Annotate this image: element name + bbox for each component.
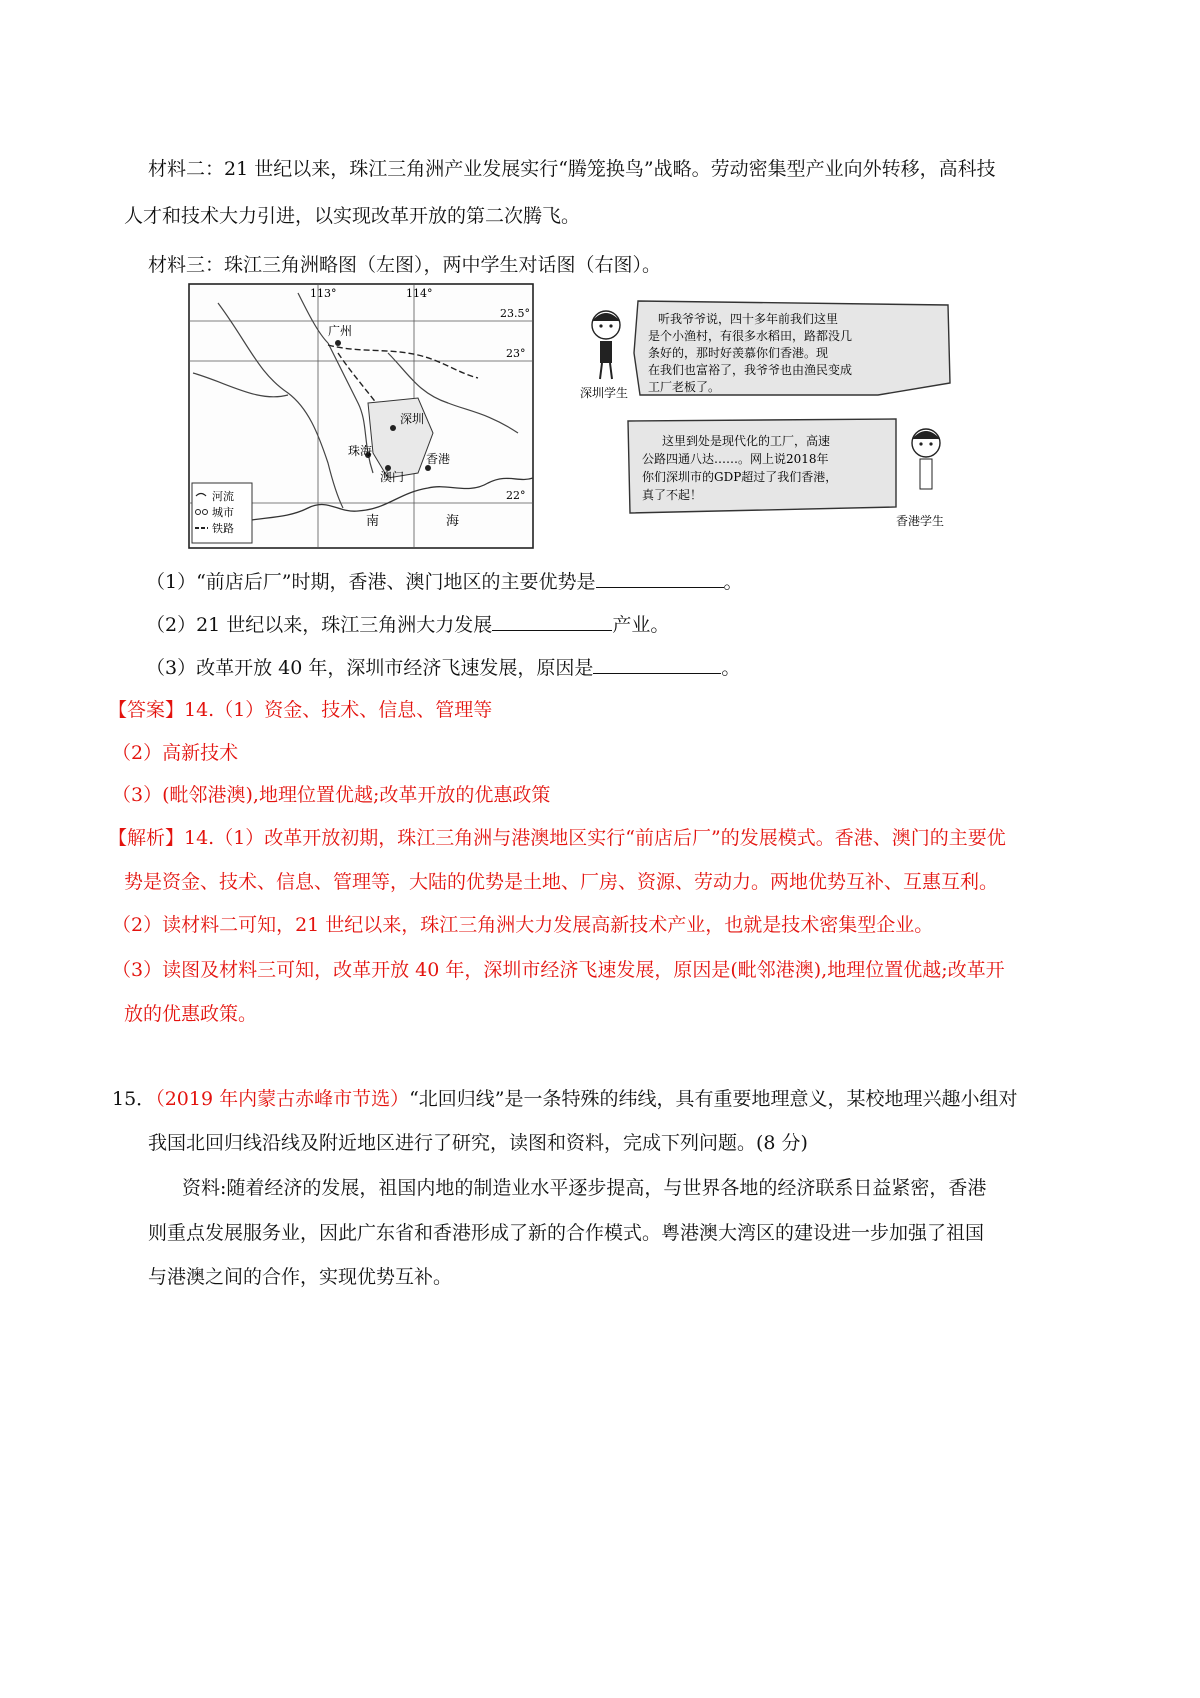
- question-3-end: 。: [721, 657, 741, 679]
- lat-label-23: 23°: [506, 347, 526, 360]
- shenzhen-speech-line-5: 工厂老板了。: [648, 380, 721, 394]
- question-1-end: 。: [723, 571, 743, 593]
- students-dialogue-figure: [578, 293, 970, 539]
- question-15-line-1: [112, 1086, 1018, 1112]
- analysis-line-5: 放的优惠政策。: [124, 1003, 258, 1025]
- resource-line-1: 资料:随着经济的发展，祖国内地的制造业水平逐步提高，与世界各地的经济联系日益紧密，香港: [182, 1177, 987, 1199]
- hongkong-student-icon: [912, 429, 940, 489]
- city-guangzhou: 广州: [328, 324, 353, 338]
- legend-railway: 铁路: [212, 522, 234, 535]
- lat-label-22: 22°: [506, 489, 526, 502]
- question-3: [146, 653, 740, 681]
- question-2-text: （2）21 世纪以来，珠江三角洲大力发展: [146, 614, 493, 636]
- answer-line-3: （3）(毗邻港澳),地理位置优越;改革开放的优惠政策: [112, 784, 551, 806]
- lon-label-113: 113°: [310, 287, 337, 300]
- shenzhen-speech-line-3: 条好的，那时好羡慕你们香港。现: [648, 346, 829, 360]
- question-1: [146, 567, 743, 595]
- city-hongkong: 香港: [426, 452, 451, 466]
- sea-label-sea: 海: [446, 514, 460, 529]
- legend-city: 城市: [212, 506, 234, 519]
- sea-label-south: 南: [366, 514, 380, 529]
- material3-caption: 材料三：珠江三角洲略图（左图），两中学生对话图（右图）。: [148, 254, 662, 276]
- lon-label-114: 114°: [406, 287, 433, 300]
- city-macau: 澳门: [380, 470, 405, 484]
- shenzhen-speech-line-1: 听我爷爷说，四十多年前我们这里: [658, 312, 839, 326]
- hongkong-student-label: 香港学生: [896, 514, 945, 528]
- question-15-source: （2019 年内蒙古赤峰市节选）: [155, 1088, 410, 1110]
- legend-river: 河流: [212, 490, 234, 503]
- hongkong-speech-line-4: 真了不起！: [642, 488, 703, 502]
- answer-line-1: 【答案】14.（1）资金、技术、信息、管理等: [108, 699, 493, 721]
- material2-line1: 材料二：21 世纪以来，珠江三角洲产业发展实行“腾笼换鸟”战略。劳动密集型产业向外转移，高科技: [148, 158, 996, 180]
- lat-label-23-5: 23.5°: [500, 307, 530, 320]
- city-zhuhai: 珠海: [348, 444, 373, 458]
- question-1-text: （1）“前店后厂”时期，香港、澳门地区的主要优势是: [146, 571, 596, 593]
- question-2: [146, 610, 669, 638]
- shenzhen-speech-line-2: 是个小渔村，有很多水稻田，路都没几: [648, 329, 853, 343]
- question-15-line-2: 我国北回归线沿线及附近地区进行了研究，读图和资料，完成下列问题。(8 分): [148, 1132, 808, 1154]
- hongkong-speech-line-3: 你们深圳市的GDP超过了我们香港，: [642, 470, 838, 484]
- hongkong-speech-line-2: 公路四通八达……。网上说2018年: [642, 452, 829, 466]
- shenzhen-student-icon: [592, 311, 620, 379]
- analysis-line-4: （3）读图及材料三可知，改革开放 40 年，深圳市经济飞速发展，原因是(毗邻港澳),地理位置优越;改革开: [112, 959, 1005, 981]
- shenzhen-student-label: 深圳学生: [580, 386, 629, 400]
- question-2-end: 产业。: [612, 614, 670, 636]
- question-2-blank[interactable]: [492, 610, 612, 631]
- analysis-line-1: 【解析】14.（1）改革开放初期，珠江三角洲与港澳地区实行“前店后厂”的发展模式。香港、澳门的主要优: [108, 827, 1006, 849]
- analysis-line-3: （2）读材料二可知，21 世纪以来，珠江三角洲大力发展高新技术产业，也就是技术密集型企业。: [112, 914, 934, 936]
- answer-line-2: （2）高新技术: [112, 742, 239, 764]
- question-15-stem: “北回归线”是一条特殊的纬线，具有重要地理意义，某校地理兴趣小组对: [409, 1088, 1018, 1110]
- question-3-blank[interactable]: [593, 653, 721, 674]
- material2-line2: 人才和技术大力引进，以实现改革开放的第二次腾飞。: [124, 205, 581, 227]
- resource-line-2: 则重点发展服务业，因此广东省和香港形成了新的合作模式。粤港澳大湾区的建设进一步加强了祖国: [148, 1222, 985, 1244]
- shenzhen-speech-line-4: 在我们也富裕了，我爷爷也由渔民变成: [648, 363, 853, 377]
- hongkong-speech-line-1: 这里到处是现代化的工厂，高速: [662, 434, 831, 448]
- resource-line-3: 与港澳之间的合作，实现优势互补。: [148, 1266, 453, 1288]
- pearl-river-delta-map: [188, 283, 534, 549]
- question-15-number: 15．: [112, 1088, 156, 1110]
- question-3-text: （3）改革开放 40 年，深圳市经济飞速发展，原因是: [146, 657, 594, 679]
- question-1-blank[interactable]: [596, 567, 724, 588]
- analysis-line-2: 势是资金、技术、信息、管理等，大陆的优势是土地、厂房、资源、劳动力。两地优势互补、互惠互利。: [124, 871, 999, 893]
- city-shenzhen: 深圳: [400, 412, 425, 426]
